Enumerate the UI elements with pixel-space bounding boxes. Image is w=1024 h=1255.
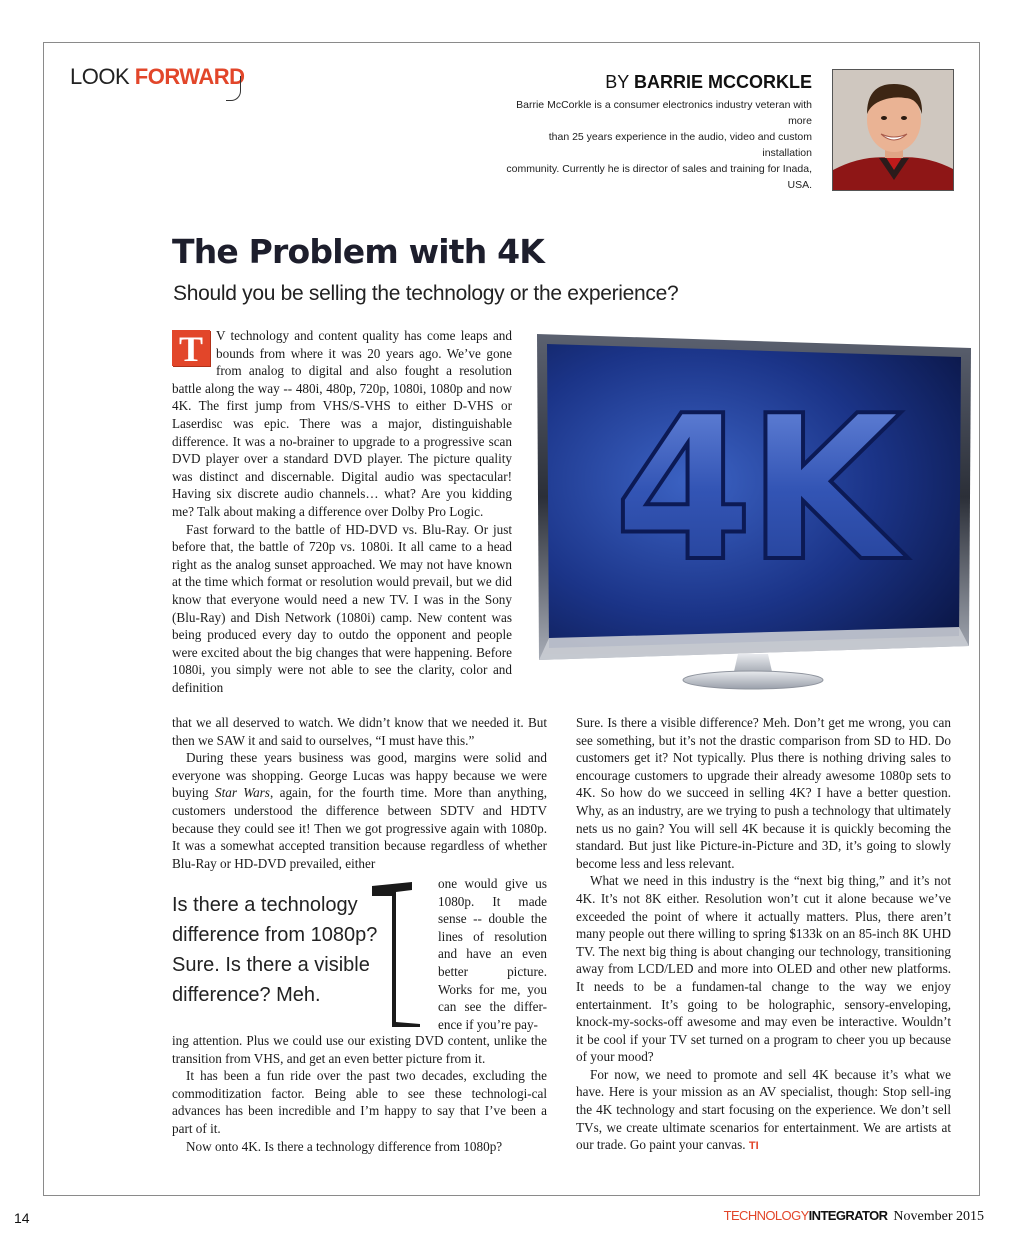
column-1-lower: [172, 714, 547, 872]
byline-by: BY: [605, 72, 629, 92]
brand-integrator: INTEGRATOR: [808, 1208, 888, 1223]
end-mark-icon: TI: [748, 1140, 759, 1153]
section-bracket: [226, 76, 241, 101]
column-2: [576, 714, 951, 1156]
masthead-footer: [724, 1208, 984, 1225]
pull-quote: Is there a technology difference from 1080p? Sure. Is there a visible difference? Meh.: [172, 894, 378, 1006]
paragraph: Sure. Is there a visible difference? Meh. Don’t get me wrong, you can see something, but it’s not the drastic comparison from SD to HD. Do customers get it? Not typically. Plus there is nothing driving sales to encourage customers to upgrade their already awesome 1080p sets to 4K. So how do we succeed in selling 4K? I have a better question. Why, as an industry, are we trying to push a technology that ultimately nets us no gain? You will sell 4K because it is quickly becoming the standard. But just like Picture-in-Picture and 3D, it’s going to slowly become less and less relevant.: [576, 715, 951, 871]
article-headline: The Problem with 4K: [172, 232, 545, 271]
paragraph: [172, 749, 547, 872]
section-look: LOOK: [70, 64, 130, 89]
byline: [605, 72, 812, 93]
column-1-bottom: [172, 1032, 547, 1155]
issue-date: November 2015: [893, 1209, 984, 1224]
paragraph: V technology and content quality has come leaps and bounds from where it was 20 years ago. We’ve gone from analog to digital and also fought a resolution battle along the way -- 480i, 480p, 720p, 1080i, 1080p and now 4K. The first jump from VHS/S-VHS to either D-VHS or Laserdisc was epic. There was a major, distinguishable difference. It was a no-brainer to upgrade to a progressive scan DVD player over a standard DVD player. The picture quality was distinct and discernable. Digital audio was spectacular! Having six discrete audio channels… what? Are you kidding me? Talk about making a difference over Dolby Pro Logic.: [172, 328, 512, 519]
column-1-upper: [172, 327, 512, 696]
paragraph: [576, 1066, 951, 1156]
article-deck: Should you be selling the technology or the experience?: [173, 282, 679, 305]
paragraph: Fast forward to the battle of HD-DVD vs. Blu-Ray. Or just before that, the battle of 720p vs. 1080i. It all came to a head right as the analog sunset approached. We may not have known at the time which format or resolution would prevail, but we did know that everyone would need a new TV. I was in the Sony (Blu-Ray) and Dish Network (1080i) camp. New content was being produced every day to outdo the opponent and people were excited about the big changes that were happening. Before 1080i, you simply were not able to see the clarity, color and definition: [172, 521, 512, 695]
drop-cap: T: [172, 330, 210, 366]
author-name: BARRIE MCCORKLE: [634, 72, 812, 92]
paragraph: It has been a fun ride over the past two decades, excluding the commoditization factor. Being able to see these technologi-cal advances has been incredible and I’m happy to say that I’ve been a part of it.: [172, 1068, 547, 1136]
section-forward: FORWARD: [134, 64, 245, 89]
tv-4k-image: [533, 328, 973, 698]
bio-line: community. Currently he is director of sales and training for Inada, USA.: [506, 163, 812, 191]
paragraph-tail: one would give us 1080p. It made sense -- double the lines of resolution and have an even better picture. Works for me, you can see the differ-ence if you’re pay-: [438, 876, 547, 1032]
text-run: , again, for the fourth time. More than anything, customers understood the difference between SDTV and HDTV because they could see it! Then we got progressive again with 1080p. It was a somewhat accepted transition because regardless of whether Blu-Ray or HD-DVD prevailed, either: [172, 785, 547, 871]
text-run: During these years business was good, margins were solid and everyone was shopping. George Lucas was happy because we were buying: [172, 750, 547, 801]
paragraph: ing attention. Plus we could use our existing DVD content, unlike the transition from VHS, and get an even better picture from it.: [172, 1033, 547, 1066]
bio-line: than 25 years experience in the audio, video and custom installation: [548, 131, 812, 159]
paragraph: What we need in this industry is the “next big thing,” and it’s not 4K. It’s not 8K either. Resolution won’t cut it alone because we’ve exceeded the point of where it actually matters. Plus, there aren’t many people out there willing to spring $133k on an 85-inch 8K UHD TV. The next big thing is about changing our technology, transitioning away from LCD/LED and more into OLED and other new platforms. It needs to be a fundamen-tal change to the way we enjoy entertainment. It’s going to be holographic, sensory-enveloping, knock-my-socks-off awesome and may even be interactive. Wouldn’t it be cool if your TV set turned on a program to cheer you up because of your mood?: [576, 873, 951, 1065]
pull-quote-mark: [372, 882, 432, 1032]
tv-4k-label: 4K: [613, 373, 897, 606]
page-number: 14: [14, 1210, 30, 1226]
bio-line: Barrie McCorkle is a consumer electronics industry veteran with more: [516, 99, 812, 127]
brand-technology: TECHNOLOGY: [723, 1208, 809, 1223]
text-run: For now, we need to promote and sell 4K because it’s what we have. Here is your mission as an AV specialist, though: Stop sell-ing the 4K technology and start focusing on the experience. We don’t sell TVs, we create ultimate scenarios for entertainment. We are artists at our trade. Go paint your canvas.: [576, 1066, 951, 1153]
paragraph: Now onto 4K. Is there a technology difference from 1080p?: [186, 1138, 503, 1154]
author-bio: [505, 97, 812, 193]
author-photo: [832, 69, 954, 191]
quote-bar-icon: [372, 882, 432, 1027]
tv-illustration: [533, 328, 973, 698]
paragraph: that we all deserved to watch. We didn’t know that we needed it. But then we SAW it and said to ourselves, “I must have this.”: [172, 715, 547, 748]
film-title: Star Wars: [214, 785, 270, 801]
section-label: [70, 64, 245, 90]
author-portrait-illustration: [833, 70, 954, 191]
